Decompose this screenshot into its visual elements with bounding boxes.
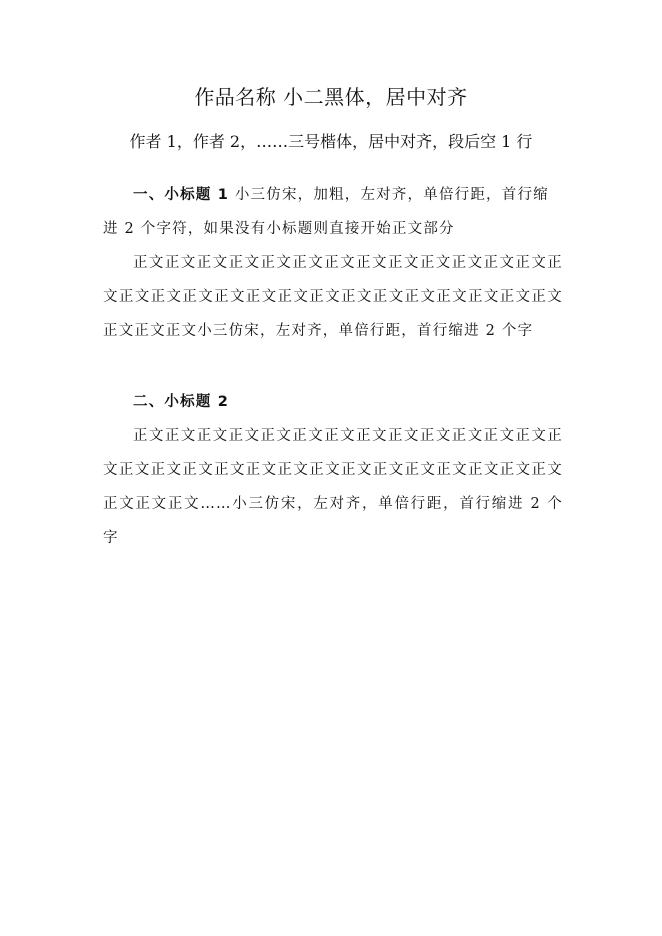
section-1-heading — [103, 178, 563, 246]
section-2-heading-label: 二、小标题 2 — [133, 394, 230, 410]
section-2-paragraph: 正文正文正文正文正文正文正文正文正文正文正文正文正文正文正文正文正文正文正文正文正文正文正文正文正文正文正文正文正文正文正文……小三仿宋，左对齐，单倍行距，首行缩进 2 个字 — [103, 428, 563, 546]
section-2-heading — [103, 385, 563, 419]
section-1-heading-label: 一、小标题 1 — [133, 187, 230, 203]
section-1 — [103, 178, 563, 348]
section-1-heading-note: 小三仿宋，加粗，左对齐，单倍行距，首行缩进 2 个字符，如果没有小标题则直接开始正文部分 — [103, 187, 549, 237]
author-line: 作者 1，作者 2，……三号楷体，居中对齐，段后空 1 行 — [129, 132, 533, 151]
section-2 — [103, 385, 563, 555]
section-1-paragraph: 正文正文正文正文正文正文正文正文正文正文正文正文正文正文正文正文正文正文正文正文正文正文正文正文正文正文正文正文正文正文正文小三仿宋，左对齐，单倍行距，首行缩进 2 个字 — [103, 255, 563, 339]
document-title: 作品名称 小二黑体，居中对齐 — [194, 85, 468, 109]
